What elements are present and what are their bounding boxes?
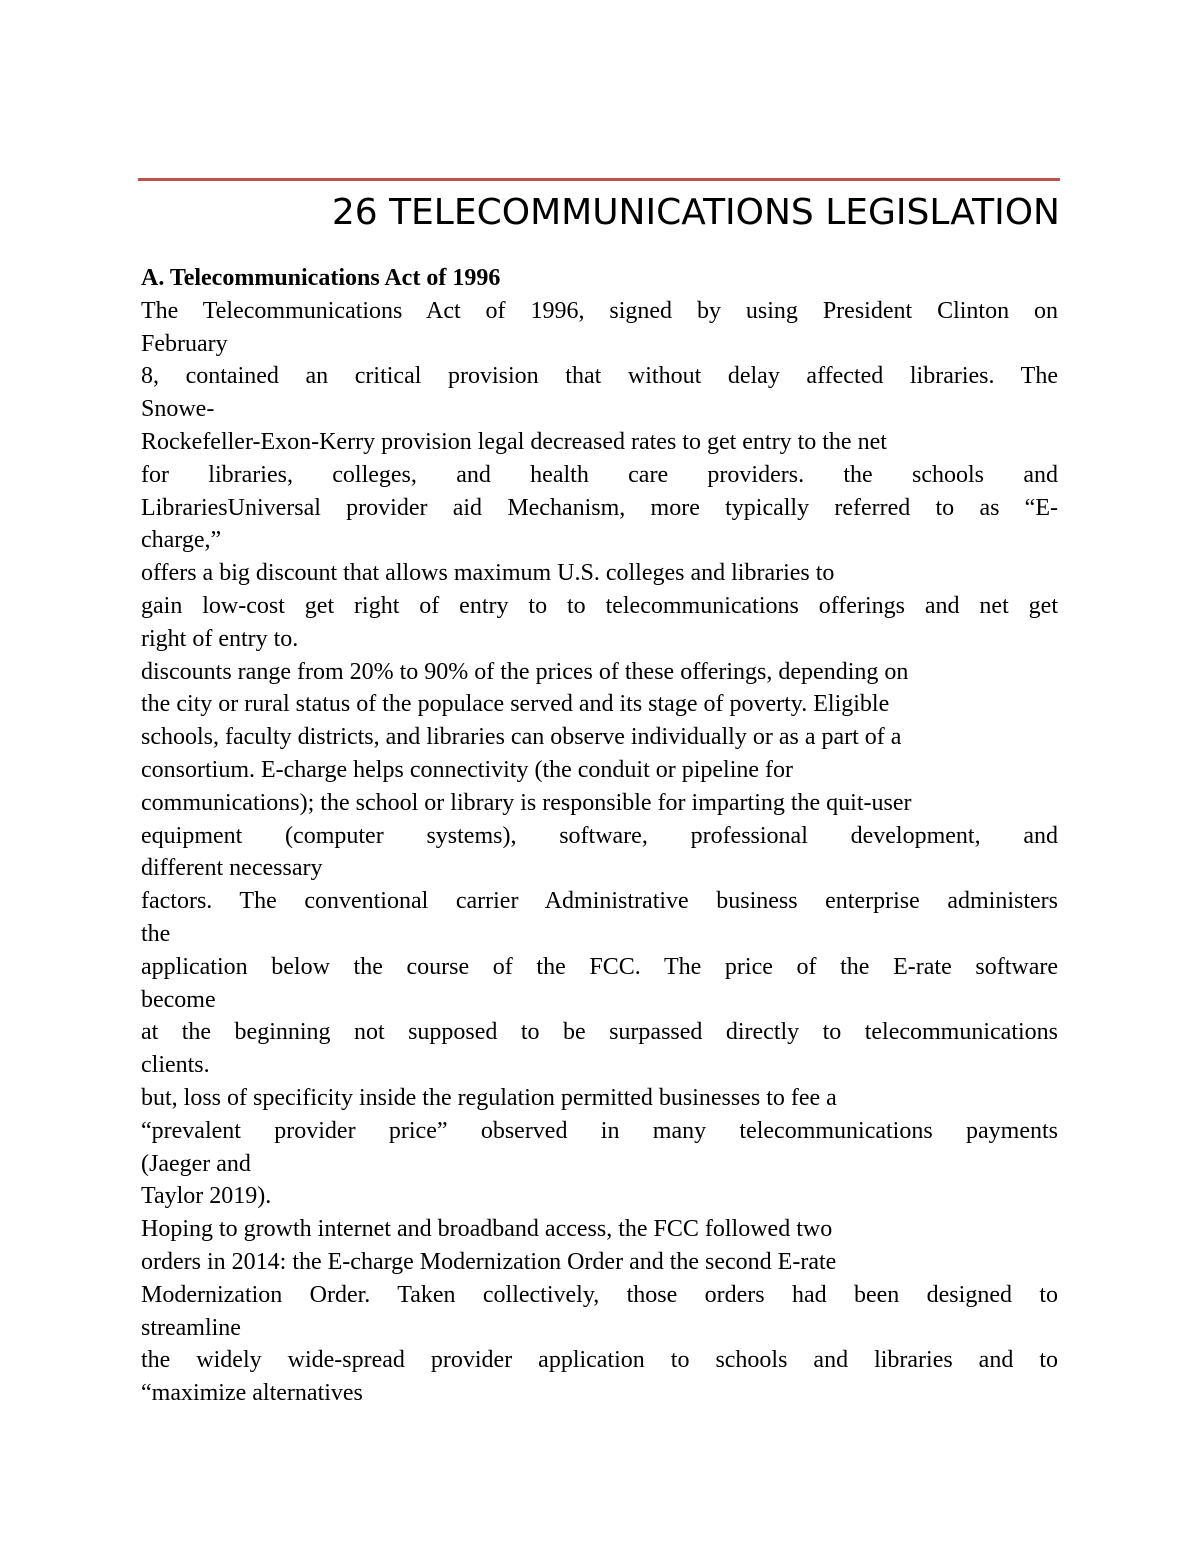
text-line: gain low-cost get right of entry to to telecommunications offerings and net get — [141, 592, 1058, 619]
text-line: the city or rural status of the populace served and its stage of poverty. Eligible — [141, 691, 890, 718]
text-line: (Jaeger and — [141, 1150, 251, 1177]
text-line: equipment (computer systems), software, professional development, and — [141, 822, 1058, 849]
text-line: at the beginning not supposed to be surpassed directly to telecommunications — [141, 1019, 1058, 1046]
text-line: consortium. E-charge helps connectivity (the conduit or pipeline for — [141, 756, 794, 783]
text-line: streamline — [141, 1314, 241, 1341]
text-line: Taylor 2019). — [141, 1183, 272, 1210]
text-line: Hoping to growth internet and broadband access, the FCC followed two — [141, 1216, 833, 1243]
text-line: charge,” — [141, 527, 222, 554]
text-line: 8, contained an critical provision that without delay affected libraries. The — [141, 363, 1058, 390]
text-line: factors. The conventional carrier Administrative business enterprise administers — [141, 888, 1058, 915]
text-line: “prevalent provider price” observed in many telecommunications payments — [141, 1117, 1058, 1144]
text-line: LibrariesUniversal provider aid Mechanism, more typically referred to as “E- — [141, 494, 1058, 521]
text-line: right of entry to. — [141, 625, 299, 652]
text-line: Snowe- — [141, 396, 215, 423]
page-title: 26 TELECOMMUNICATIONS LEGISLATION — [331, 192, 1060, 233]
text-line: schools, faculty districts, and libraries can observe individually or as a part of a — [141, 724, 902, 751]
section-heading: A. Telecommunications Act of 1996 — [141, 265, 501, 291]
text-line: clients. — [141, 1052, 210, 1079]
text-line: offers a big discount that allows maximum U.S. colleges and libraries to — [141, 560, 835, 587]
text-line: different necessary — [141, 855, 323, 882]
text-line: discounts range from 20% to 90% of the prices of these offerings, depending on — [141, 658, 909, 685]
text-line: the — [141, 920, 171, 947]
title-rule — [138, 178, 1060, 181]
document-body — [141, 262, 1058, 1410]
text-line: Rockefeller-Exon-Kerry provision legal decreased rates to get entry to the net — [141, 428, 887, 455]
text-line: The Telecommunications Act of 1996, signed by using President Clinton on — [141, 297, 1058, 324]
text-line: Modernization Order. Taken collectively, those orders had been designed to — [141, 1281, 1058, 1308]
text-line: February — [141, 330, 228, 357]
text-line: orders in 2014: the E-charge Modernization Order and the second E-rate — [141, 1248, 837, 1275]
text-line: application below the course of the FCC. The price of the E-rate software — [141, 953, 1058, 980]
text-line: the widely wide-spread provider application to schools and libraries and to — [141, 1347, 1058, 1374]
text-line: become — [141, 986, 216, 1013]
text-line: for libraries, colleges, and health care providers. the schools and — [141, 461, 1058, 488]
text-line: communications); the school or library is responsible for imparting the quit-user — [141, 789, 912, 816]
text-line: “maximize alternatives — [141, 1380, 363, 1407]
text-line: but, loss of specificity inside the regulation permitted businesses to fee a — [141, 1084, 837, 1111]
paragraph-lines — [141, 295, 1058, 1410]
